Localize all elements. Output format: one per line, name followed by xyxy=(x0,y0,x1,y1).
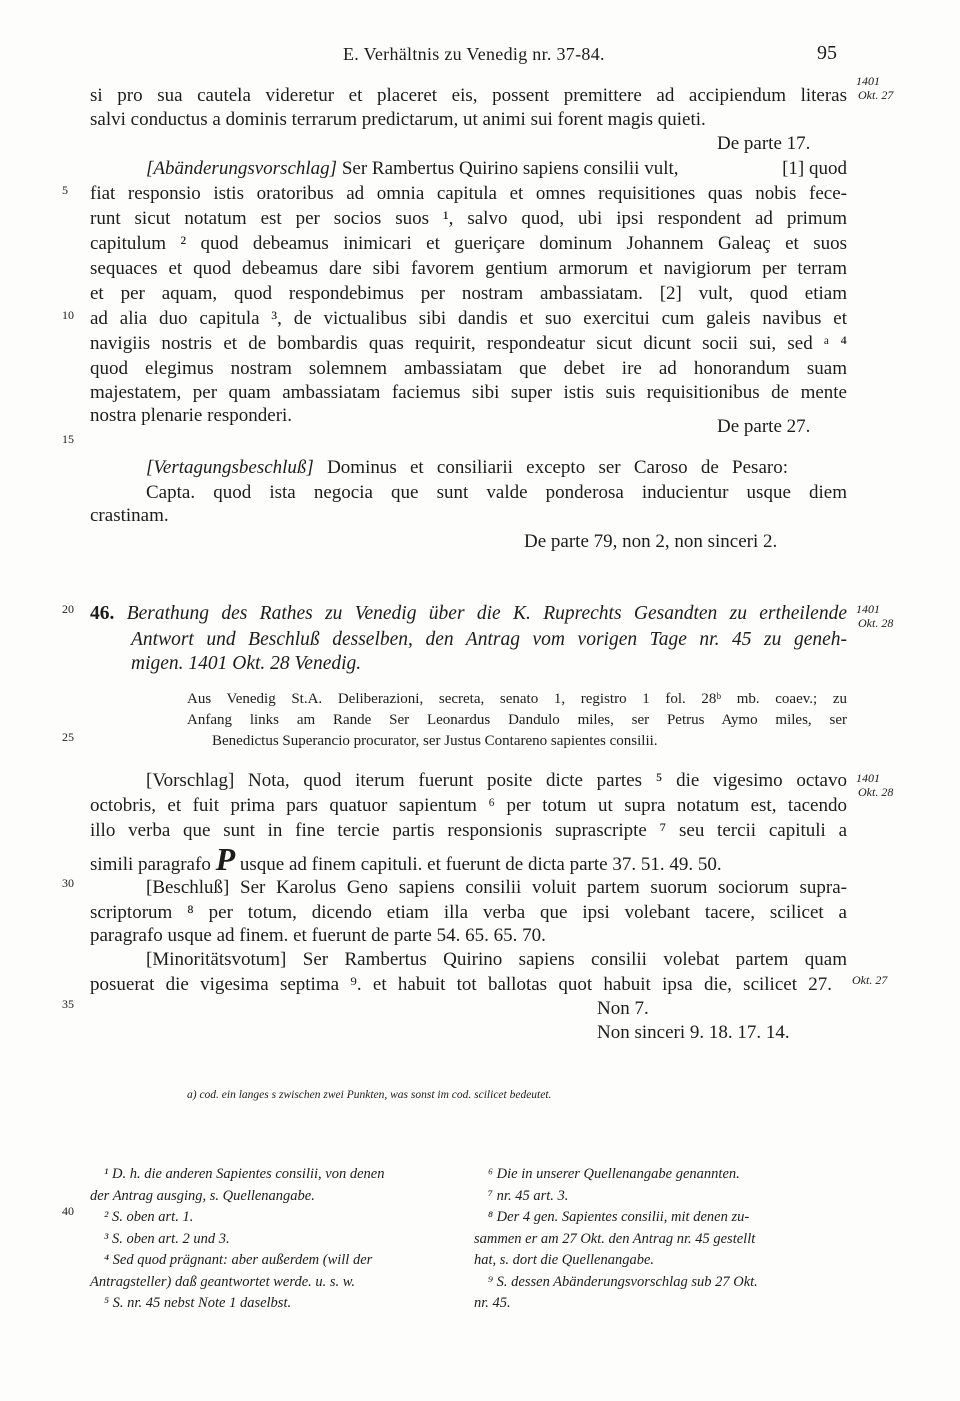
text-line: [Beschluß] Ser Karolus Geno sapiens consilii voluit partem suorum sociorum supra- xyxy=(146,877,847,898)
text-line: navigiis nostris et de bombardis quas requirit, respondeatur sicut dicunt socii sui, sed ᵃ ⁴ xyxy=(90,333,847,354)
text-line: scriptorum ⁸ per totum, dicendo etiam illa verba que ipsi volebant tacere, scilicet a xyxy=(90,902,847,923)
line-number: 40 xyxy=(62,1204,74,1218)
vote-result: Non 7. xyxy=(597,998,649,1019)
line-number: 25 xyxy=(62,730,74,744)
adjournment-label: [Vertagungsbeschluß] xyxy=(146,457,314,478)
vote-result: Non sinceri 9. 18. 17. 14. xyxy=(597,1022,790,1043)
textual-note: a) cod. ein langes s zwischen zwei Punkten, was sonst im cod. scilicet bedeutet. xyxy=(187,1089,552,1101)
text-line: quod elegimus nostram solemnem ambassiatam que debet ire ad honorandum suam xyxy=(90,358,847,379)
text-line: crastinam. xyxy=(90,505,169,526)
footnotes-left xyxy=(90,1164,452,1315)
proposal-first-line: [Abänderungsvorschlag] Ser Rambertus Quirino sapiens consilii vult, [1] quod xyxy=(146,158,847,179)
margin-date: 1401 Okt. 28 xyxy=(856,602,894,630)
text-line: majestatem, per quam ambassiatam faciemus sibi super istis suis requisitionibus de mente xyxy=(90,382,847,403)
line-number: 20 xyxy=(62,602,74,616)
footnote: ¹ D. h. die anderen Sapientes consilii, von denen xyxy=(104,1166,385,1182)
text-line: [Vorschlag] Nota, quod iterum fuerunt posite dicte partes ⁵ die vigesimo octavo xyxy=(146,770,847,791)
text-line: sequaces et quod debeamus dare sibi favorem gentium armorum et navigiorum per terram xyxy=(90,258,847,279)
footnotes-right xyxy=(474,1164,848,1315)
heading-line: migen. 1401 Okt. 28 Venedig. xyxy=(131,653,362,674)
line-number: 30 xyxy=(62,876,74,890)
text-line: octobris, et fuit prima pars quatuor sapientum ⁶ per totum ut supra notatum est, tacendo xyxy=(90,795,847,816)
footnote: ⁴ Sed quod prägnant: aber außerdem (will der xyxy=(104,1252,373,1268)
footnote: sammen er am 27 Okt. den Antrag nr. 45 gestellt xyxy=(474,1230,756,1247)
proposal-label: [Abänderungsvorschlag] xyxy=(146,158,338,179)
document-heading: 46. Berathung des Rathes zu Venedig über die K. Ruprechts Gesandten zu ertheilende xyxy=(90,603,847,624)
footnote: der Antrag ausging, s. Quellenangabe. xyxy=(90,1187,315,1204)
margin-date: Okt. 27 xyxy=(852,973,888,987)
text-line: fiat responsio istis oratoribus ad omnia capitula et omnes requisitiones quas nobis fece- xyxy=(90,183,847,204)
text-line: si pro sua cautela videretur et placeret eis, possent premittere ad accipiendum literas xyxy=(90,85,847,106)
text-line: paragrafo usque ad finem. et fuerunt de parte 54. 65. 65. 70. xyxy=(90,925,546,946)
text-line: salvi conductus a dominis terrarum predictarum, ut animi sui forent magis quieti. xyxy=(90,109,706,130)
text-line: Capta. quod ista negocia que sunt valde ponderosa inducientur usque diem xyxy=(146,482,847,503)
footnote: Antragsteller) daß geantwortet werde. u. s. w. xyxy=(90,1273,356,1290)
text-line: ad alia duo capitula ³, de victualibus sibi dandis et suo exercitui cum galeis navibus et xyxy=(90,308,847,329)
footnote: ⁷ nr. 45 art. 3. xyxy=(488,1187,569,1204)
text-line: capitulum ² quod debeamus inimicari et gueriçare dominum Johannem Galeaç et suos xyxy=(90,233,847,254)
line-number: 10 xyxy=(62,308,74,322)
paragraph-sign-icon: P xyxy=(215,841,236,877)
adjournment-line: [Vertagungsbeschluß] Dominus et consiliarii excepto ser Caroso de Pesaro: xyxy=(146,457,788,478)
source-line: Benedictus Superancio procurator, ser Justus Contareno sapientes consilii. xyxy=(212,733,658,749)
document-number: 46. xyxy=(90,603,115,624)
line-number: 5 xyxy=(62,183,68,197)
line-number: 35 xyxy=(62,997,74,1011)
text-line: nostra plenarie responderi. xyxy=(90,405,293,426)
text-line: illo verba que sunt in fine tercie partis responsionis suprascripte ⁷ seu tercii capituli a xyxy=(90,820,847,841)
footnote: ⁹ S. dessen Abänderungsvorschlag sub 27 Okt. xyxy=(488,1273,758,1290)
footnote: ² S. oben art. 1. xyxy=(104,1209,194,1225)
footnote: ³ S. oben art. 2 und 3. xyxy=(104,1230,230,1247)
source-line: Aus Venedig St.A. Deliberazioni, secreta, senato 1, registro 1 fol. 28ᵇ mb. coaev.; zu xyxy=(187,691,847,707)
footnote: nr. 45. xyxy=(474,1295,511,1311)
vote-result: De parte 17. xyxy=(717,133,811,154)
vote-result: De parte 79, non 2, non sinceri 2. xyxy=(524,531,778,552)
page-number: 95 xyxy=(817,42,837,64)
text-line: runt sicut notatum est per socios suos ¹, salvo quod, ubi ipsi respondent ad primum xyxy=(90,208,847,229)
margin-date: 1401 Okt. 27 xyxy=(856,74,894,102)
line-number: 15 xyxy=(62,432,74,446)
heading-line: Antwort und Beschluß desselben, den Antrag vom vorigen Tage nr. 45 zu geneh- xyxy=(131,629,847,650)
vote-result: De parte 27. xyxy=(717,416,811,437)
footnote: ⁵ S. nr. 45 nebst Note 1 daselbst. xyxy=(104,1295,292,1311)
text-line: [Minoritätsvotum] Ser Rambertus Quirino sapiens consilii volebat partem quam xyxy=(146,949,847,970)
paragraph-line: simili paragrafo P usque ad finem capituli. et fuerunt de dicta parte 37. 51. 49. 50. xyxy=(90,841,722,877)
margin-date: 1401 Okt. 28 xyxy=(856,771,894,799)
footnote: ⁸ Der 4 gen. Sapientes consilii, mit denen zu- xyxy=(488,1209,750,1225)
text-line: posuerat die vigesima septima ⁹. et habuit tot ballotas quot habuit ipsa die, scilicet 27. xyxy=(90,974,832,995)
text-line: et per aquam, quod respondebimus per nostram ambassiatam. [2] vult, quod etiam xyxy=(90,283,847,304)
source-line: Anfang links am Rande Ser Leonardus Dandulo miles, ser Petrus Aymo miles, ser xyxy=(187,712,847,728)
footnote: hat, s. dort die Quellenangabe. xyxy=(474,1252,655,1268)
running-title: E. Verhältnis zu Venedig nr. 37-84. xyxy=(343,44,605,64)
footnote: ⁶ Die in unserer Quellenangabe genannten. xyxy=(488,1166,740,1182)
